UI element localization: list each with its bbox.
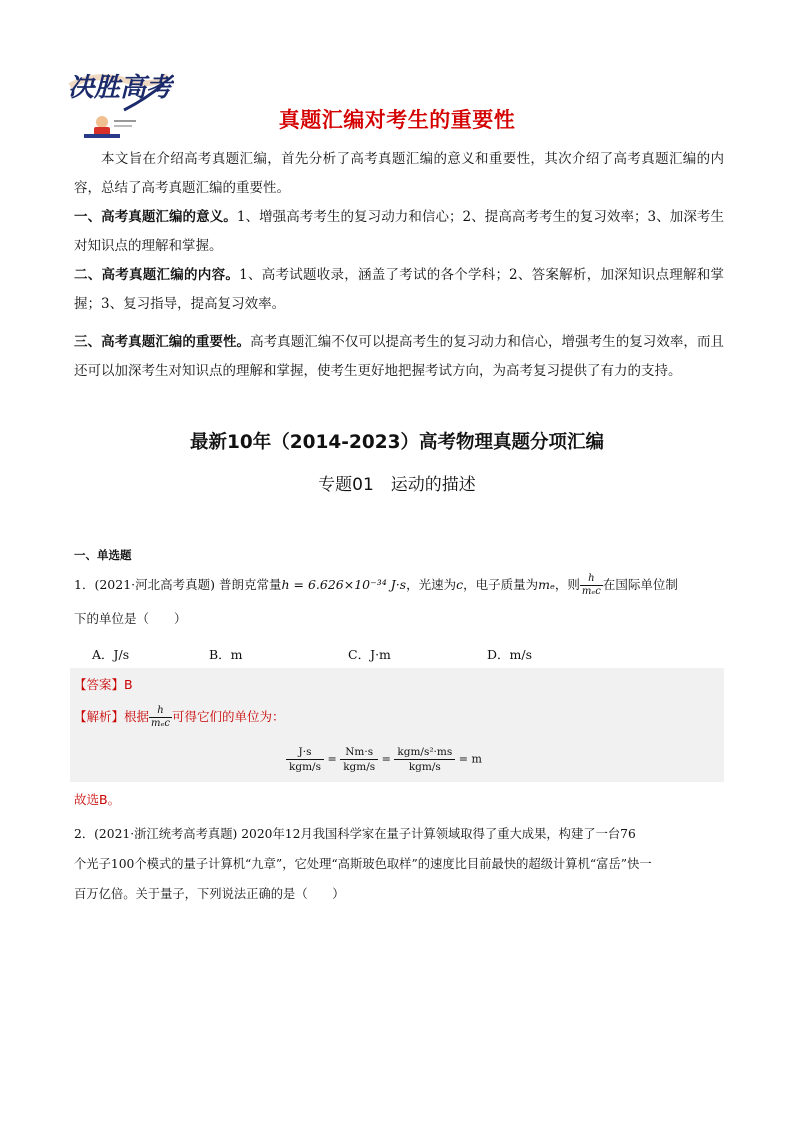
option-c: C．J·m [348,647,391,662]
eq-frac-2-den: kgm/s [343,761,376,773]
point-1 [74,203,724,261]
eq-frac-3-num: kgm/s²·ms [394,745,455,760]
point-2-body: 1、高考试题收录，涵盖了考试的各个学科；2、答案解析，加深知识点理解和掌握；3、复习指导，提高复习效率。 [74,267,725,312]
q1-fraction [580,573,603,598]
document-title: 真题汇编对考生的重要性 [278,108,516,132]
eq-frac-3-den: kgm/s [408,761,441,773]
eq-sign-3: = [458,752,468,766]
collection-heading: 最新10年（2014-2023）高考物理真题分项汇编 [190,432,604,453]
eq-sign-2: = [381,752,391,766]
q1-c: c [456,577,464,592]
unit-equation [286,745,482,774]
q1-frac-den: mₑc [581,586,601,597]
option-d: D．m/s [487,647,533,662]
analysis-pre: 根据 [124,709,150,724]
point-1-body: 1、增强高考考生的复习动力和信心；2、提高高考考生的复习效率；3、加深考生对知识点的理解和掌握。 [74,209,724,254]
analysis-frac-den: mₑc [151,718,170,729]
option-b: B．m [209,647,243,662]
eq-result: m [471,752,482,766]
q1-mid1: ，光速为 [406,577,457,592]
analysis-line [74,705,285,730]
point-3-head: 三、高考真题汇编的重要性。 [74,334,251,350]
q1-prefix: 1．(2021·河北高考真题) 普朗克常量 [74,577,282,592]
analysis-post: 可得它们的单位为： [172,709,285,724]
point-2-head: 二、高考真题汇编的内容。 [74,267,240,283]
answer-line [74,675,133,693]
q1-formula: h = 6.626×10⁻³⁴ J·s [281,577,407,592]
question-2-line3: 百万亿倍。关于量子，下列说法正确的是（ ） [74,887,345,901]
analysis-frac-num: h [149,705,172,718]
q1-m: mₑ [538,577,555,592]
point-1-head: 一、高考真题汇编的意义。 [74,209,237,225]
section-single-choice: 一、单选题 [74,548,132,562]
eq-frac-2-num: Nm·s [340,745,378,760]
analysis-fraction [149,705,172,730]
point-2 [74,261,724,319]
intro-paragraph: 本文旨在介绍高考真题汇编，首先分析了高考真题汇编的意义和重要性，其次介绍了高考真题汇编的内容，总结了高考真题汇编的重要性。 [74,151,724,196]
question-1 [74,570,724,599]
conclusion: 故选B。 [74,792,121,807]
analysis-label: 【解析】 [74,709,125,724]
logo-text: 决胜高考 [68,73,173,103]
point-3-body: 高考真题汇编不仅可以提高考生的复习动力和信心，增强考生的复习效率，而且还可以加深考生对知识点的理解和掌握，使考生更好地把握考试方向，为高考复习提供了有力的支持。 [74,334,725,379]
option-a: A．J/s [92,647,130,662]
question-1-line2: 下的单位是（ ） [74,611,187,626]
topic-heading: 专题01 运动的描述 [318,475,476,495]
eq-frac-2 [340,745,378,774]
question-2-line2: 个光子100个模式的量子计算机“九章”，它处理“高斯玻色取样”的速度比目前最快的超级计算机“富岳”快一 [74,857,652,871]
eq-sign-1: = [327,752,337,766]
q1-frac-num: h [580,573,603,586]
point-3 [74,328,724,386]
eq-frac-1 [286,745,324,774]
question-2-line1: 2．(2021·浙江统考高考真题) 2020年12月我国科学家在量子计算领域取得了重大成果，构建了一台76 [74,827,636,841]
q1-mid3: ，则 [554,577,580,592]
q1-suffix: 在国际单位制 [602,577,678,592]
eq-frac-1-num: J·s [286,745,324,760]
answer-value: B [124,677,133,692]
q1-mid2: ，电子质量为 [463,577,539,592]
answer-label: 【答案】 [74,677,125,692]
eq-frac-3 [394,745,455,774]
q1-options [92,645,692,665]
eq-frac-1-den: kgm/s [289,761,321,773]
